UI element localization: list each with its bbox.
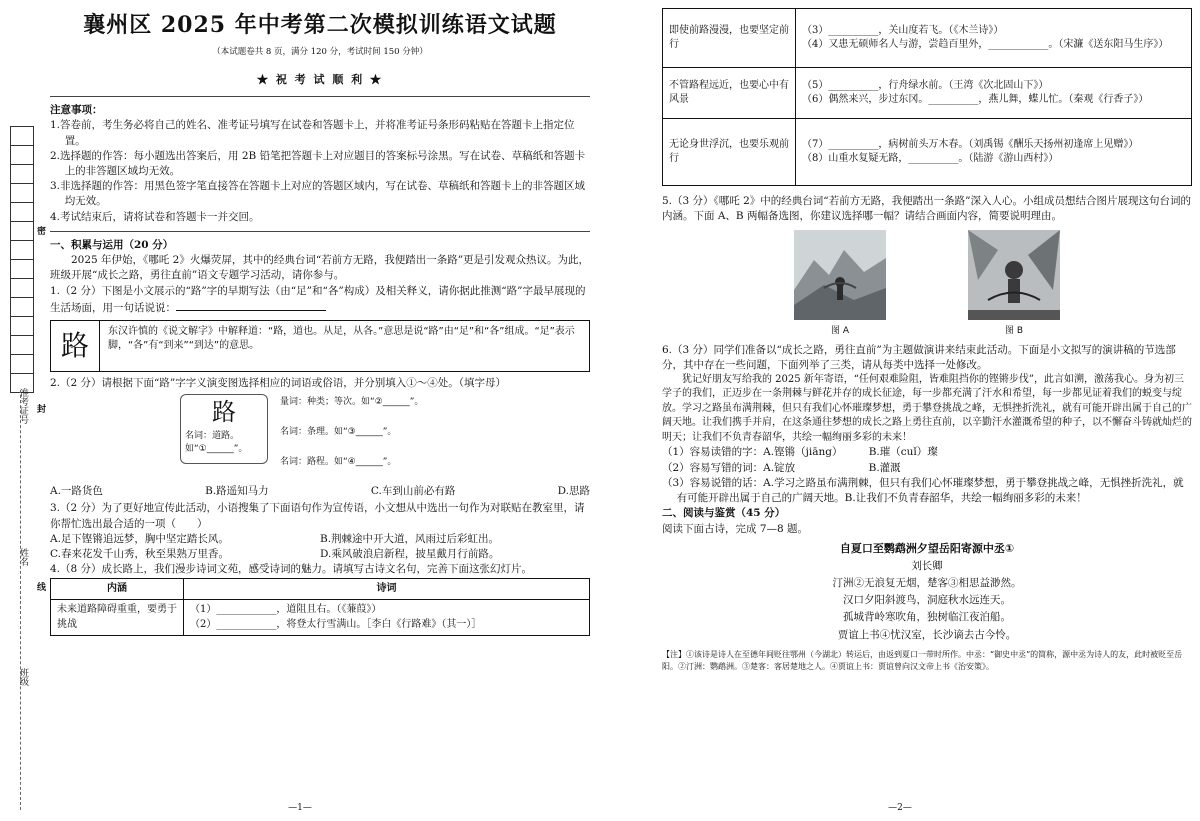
section1-intro: 2025 年伊始，《哪吒 2》火爆荧屏，其中的经典台词“若前方无路，我便踏出一条路”更是引发观众热议。为此，班级开展“成长之路，勇往直前”语文专题学习活动，请你参与。 (50, 254, 590, 282)
diagram-root-box (180, 394, 268, 464)
seal-line (20, 390, 21, 810)
reading-intro: 阅读下面古诗，完成 7—8 题。 (662, 522, 809, 535)
divider (50, 231, 590, 232)
notice-item: 3.非选择题的作答：用黑色签字笔直接答在答题卡上对应的答题区域内，写在试卷、草稿纸和答题卡上的非答题区域均无效。 (50, 180, 586, 208)
question-6-item-2: （2）容易写错的词：A.锭放 B.灌溉 (662, 461, 901, 474)
table-row (51, 600, 590, 636)
diagram-branch-3: 名词：路程。如“④______”。 (280, 457, 397, 468)
question-6-item-1: （1）容易读错的字：A.铿锵（jiāng） B.璀（cuǐ）璨 (662, 446, 938, 459)
page-number: —1— (288, 802, 312, 813)
poem-title: 自夏口至鹦鹉洲夕望岳阳寄源中丞① (839, 541, 1015, 555)
page-number: —2— (888, 802, 912, 813)
fill-line[interactable]: （6）偶然来兴，步过东冈。__________，燕儿舞，蝶儿忙。（秦观《行香子》） (802, 94, 1149, 105)
section1-heading: 一、积累与运用（20 分） (50, 238, 174, 251)
table-cell: 无论身世浮沉，也要乐观前行 (663, 119, 796, 186)
question-1: 1.（2 分）下图是小文展示的“路”字的早期写法（由“足”和“各”构成）及相关释义，请你据此推测“路”字最早展现的生活场面，用一句话说说： (50, 284, 586, 314)
question-2-options (50, 484, 590, 499)
speech-excerpt: 犹记好朋友写给我的 2025 新年寄语，“任何艰难险阻，皆难阻挡你的铿锵步伐”，此言如溯，激荡我心。身为初三学子的我们，正迈步在一条荆棘与鲜花并存的成长征途，每一步都充满了汗水和希望，每一步都见证着我们的蜕变与绽放。学习之路虽布满荆棘，但只有我们心怀璀璨梦想，勇于攀登挑战之峰，无惧挫折洗礼，就有可能开辟出属于自己的广阔天地。让我们携手并肩，在这条通往梦想的成长之路上勇往直前，以辛勤汗水灌溉希望的种子，以不懈奋斗铸就灿烂的明天；让我们不负青春韶华，共绘一幅绚丽多彩的未来！ (662, 373, 1192, 443)
notice-item: 2.选择题的作答：每小题选出答案后，用 2B 铅笔把答题卡上对应题目的答案标号涂黑。写在试卷、草稿纸和答题卡上的非答题区域均无效。 (50, 149, 586, 178)
table-cell (796, 68, 1192, 119)
meaning-diagram (180, 394, 590, 482)
question-6: 6.（3 分）同学们准备以“成长之路，勇往直前”为主题做演讲来结束此活动。下面是小文拟写的演讲稿的节选部分，其中存在一些问题，下面列举了三类，请从每类中选择一处修改。 (662, 343, 1176, 371)
exam-title: 襄州区 2025 年中考第二次模拟训练语文试题 (83, 12, 557, 38)
answer-blank[interactable] (176, 299, 326, 311)
shuowen-box (50, 320, 590, 372)
table-header: 内涵 (51, 578, 184, 600)
question-6-item-3: （3）容易说错的话：A.学习之路虽布满荆棘，但只有我们心怀璀璨梦想，勇于攀登挑战之峰，无惧挫折洗礼，就有可能开辟出属于自己的广阔天地。B.让我们不负青春韶华，共绘一幅绚丽多彩的未来！ (662, 476, 1184, 505)
fill-line[interactable]: （2）____________，将登太行雪满山。［李白《行路难》（其一）］ (190, 618, 482, 630)
table-row (663, 9, 1192, 68)
binding-strip (0, 0, 46, 821)
image-a[interactable] (794, 230, 886, 338)
poem-line: 汉口夕阳斜渡鸟，洞庭秋水远连天。 (843, 594, 1011, 607)
shuowen-text: 东汉许慎的《说文解字》中解释道：“路，道也。从足，从各。”意思是说“路”由“足”和“各”组成。“足”表示脚，“各”有“到来”“到达”的意思。 (108, 325, 575, 352)
poem-line: 贾谊上书④忧汉室，长沙谪去古今怜。 (837, 628, 1017, 641)
image-b[interactable] (968, 230, 1060, 338)
poem-line: 汀洲②无浪复无烟，楚客③相思益渺然。 (832, 576, 1022, 589)
divider (50, 96, 590, 97)
table-cell (184, 600, 590, 636)
question-3: 3.（2 分）为了更好地宣传此活动，小语搜集了下面语句作为宣传语，小文想从中选出一句作为对联贴在教室里，请你帮忙选出最合适的一项（ ） (50, 502, 585, 530)
seal-mark-1: 密 (35, 226, 46, 235)
option-a[interactable]: A.足下铿锵追远梦，胸中坚定踏长风。 (50, 532, 229, 545)
table-header: 诗词 (184, 578, 590, 600)
table-cell (796, 9, 1192, 68)
seal-mark-3: 线 (35, 582, 46, 591)
poetry-table (50, 578, 590, 637)
table-cell: 未来道路障碍重重，要勇于挑战 (51, 600, 184, 636)
nezha-figure-a-icon (794, 230, 886, 320)
diagram-root-text: 名词：道路。 (185, 431, 240, 441)
fill-line[interactable]: （5）__________，行舟绿水前。（王湾《次北固山下》） (802, 79, 1049, 91)
diagram-root-example: 如“①______”。 (185, 444, 248, 455)
diagram-branch-2: 名词：条理。如“③______”。 (280, 427, 397, 438)
option-a[interactable]: A.一路货色 (50, 485, 103, 498)
seal-mark-2: 封 (35, 404, 46, 413)
diagram-glyph: 路 (212, 398, 236, 427)
fill-line[interactable]: （4）又患无硕师名人与游，尝趋百里外，____________。（宋濂《送东阳马生序》） (802, 39, 1169, 50)
image-b-caption: 图 B (1004, 326, 1024, 337)
class-label: 班级 (18, 668, 29, 686)
option-d[interactable]: D.思路 (557, 485, 590, 498)
table-row (663, 119, 1192, 186)
section2-heading: 二、阅读与鉴赏（45 分） (662, 507, 786, 520)
name-label: 姓名 (18, 548, 29, 566)
page-right (600, 0, 1200, 821)
option-c[interactable]: C.春来花发千山秀，秋至果熟万里香。 (50, 548, 229, 561)
fill-line[interactable]: （3）__________，关山度若飞。（《木兰诗》） (802, 24, 1004, 36)
exam-number-boxes[interactable] (10, 126, 34, 393)
lu-glyph: 路 (51, 321, 100, 371)
poem-line: 孤城背岭寒吹角，独树临江夜泊船。 (843, 611, 1011, 624)
poetry-table-continued (662, 8, 1192, 186)
option-c[interactable]: C.车到山前必有路 (370, 485, 456, 498)
table-cell: 不管路程远近，也要心中有风景 (663, 68, 796, 119)
fill-line[interactable]: （7）__________，病树前头万木春。（刘禹锡《酬乐天扬州初逢席上见赠》） (802, 138, 1139, 150)
poem-block (662, 541, 1192, 643)
notice-heading: 注意事项： (50, 104, 103, 117)
diagram-branch-1: 量词：种类；等次。如“②______”。 (280, 397, 424, 408)
exam-number-label: 准考证号 (18, 388, 29, 424)
poem-author: 刘长卿 (911, 559, 943, 572)
table-row (663, 68, 1192, 119)
question-4: 4.（8 分）成长路上，我们漫步诗词文苑，感受诗词的魅力。请填写古诗文名句，完善下面这张幻灯片。 (50, 563, 533, 576)
image-options (662, 230, 1192, 338)
page1-content (50, 10, 590, 636)
nezha-figure-b-icon (968, 230, 1060, 320)
fill-line[interactable]: （1）____________，道阻且右。（《蒹葭》） (190, 604, 382, 616)
question-3-options-row1 (50, 532, 590, 547)
question-3-options-row2 (50, 547, 590, 562)
table-cell (796, 119, 1192, 186)
image-a-caption: 图 A (830, 326, 850, 337)
question-2: 2.（2 分）请根据下面“路”字字义演变图选择相应的词语或俗语，并分别填入①～④处。（填字母） (50, 376, 507, 389)
option-d[interactable]: D.乘风破浪启新程，披星戴月行前路。 (320, 548, 500, 561)
option-b[interactable]: B.荆棘途中开大道，风雨过后彩虹出。 (320, 532, 500, 545)
table-cell: 即使前路漫漫，也要坚定前行 (663, 9, 796, 68)
page2-content (662, 8, 1192, 674)
good-luck-banner: ★ 祝 考 试 顺 利 ★ (257, 73, 383, 87)
question-5: 5.（3 分）《哪吒 2》中的经典台词“若前方无路，我便踏出一条路”深入人心。小组成员想结合图片展现这句台词的内涵。下面 A、B 两幅备选图，你建议选择哪一幅？请结合画面内容，简要说明理由。 (662, 195, 1192, 223)
notice-item: 4.考试结束后，请将试卷和答题卡一并交回。 (50, 210, 260, 223)
notice-item: 1.答卷前，考生务必将自己的姓名、准考证号填写在试卷和答题卡上，并将准考证号条形码粘贴在答题卡上指定位置。 (50, 119, 575, 147)
option-b[interactable]: B.路遥知马力 (205, 485, 269, 498)
fill-line[interactable]: （8）山重水复疑无路，__________。（陆游《游山西村》） (802, 153, 1059, 164)
exam-subnote: （本试题卷共 8 页，满分 120 分，考试时间 150 分钟） (212, 46, 428, 57)
poem-notes: 【注】①该诗是诗人在至德年间贬往鄂州（今湖北）转运后，由返到夏口一带时所作。中丞：“御史中丞”的简称，源中丞为诗人的友，此时被贬至岳阳。②汀洲：鹦鹉洲。③楚客：客居楚地之人。④贾谊上书：贾谊曾向汉文帝上书《治安策》。 (662, 649, 1183, 672)
